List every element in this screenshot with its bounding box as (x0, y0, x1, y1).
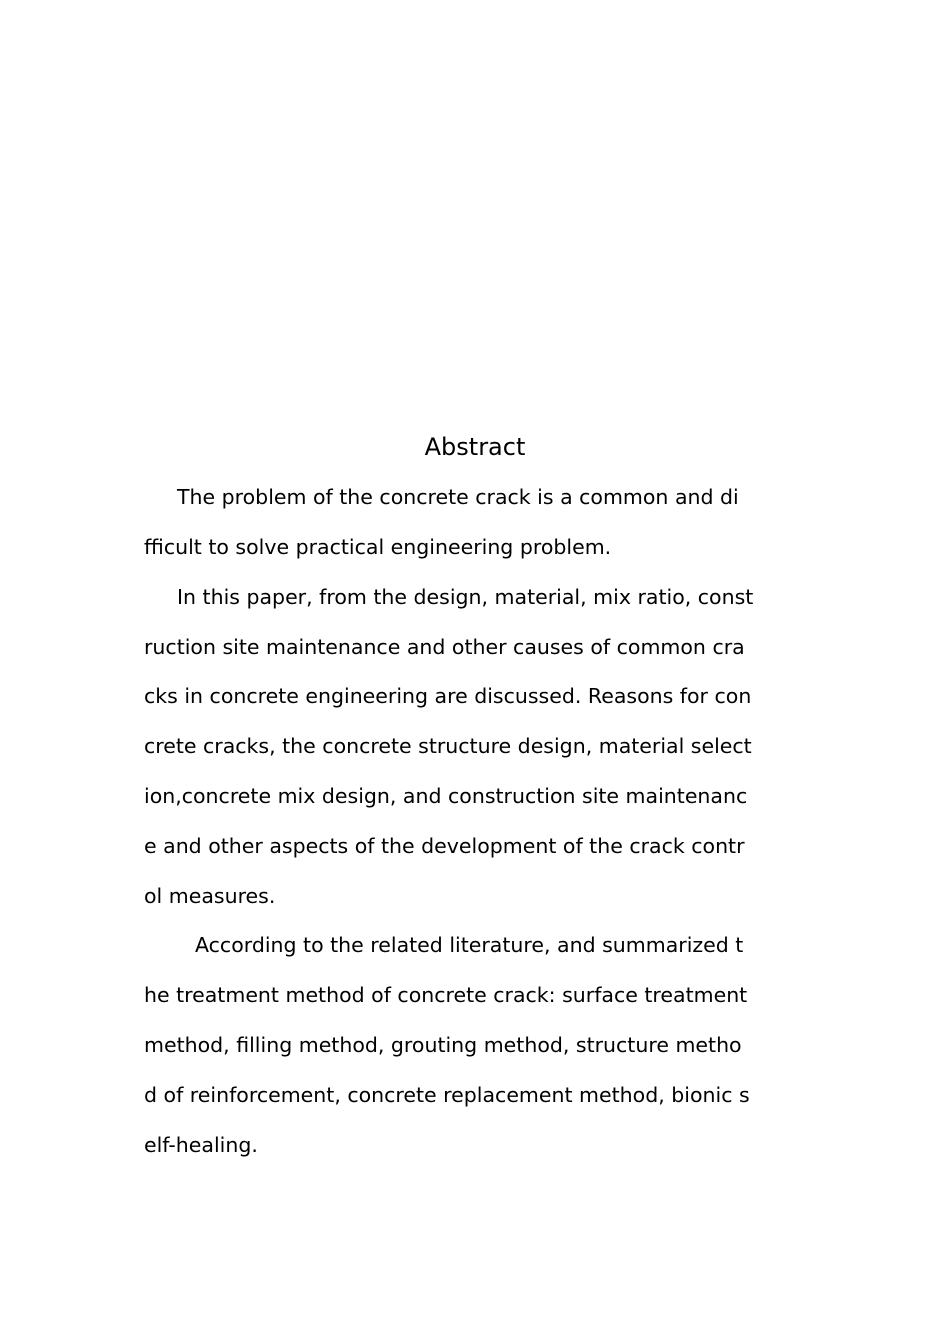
paragraph-2-line-2: ruction site maintenance and other causes of common cra (144, 635, 745, 659)
paragraph-1-line-1: The problem of the concrete crack is a common and di (177, 485, 739, 509)
paragraph-1-line-2: fficult to solve practical engineering problem. (144, 535, 612, 559)
paragraph-2-line-7: ol measures. (144, 884, 276, 908)
paragraph-3-line-2: he treatment method of concrete crack: surface treatment (144, 983, 748, 1007)
paragraph-3-line-4: d of reinforcement, concrete replacement method, bionic s (144, 1083, 750, 1107)
paragraph-2-line-6: e and other aspects of the development of the crack contr (144, 834, 745, 858)
paragraph-3-line-1: According to the related literature, and summarized t (195, 933, 744, 957)
paragraph-2-line-1: In this paper, from the design, material, mix ratio, const (177, 585, 754, 609)
abstract-title: Abstract (424, 433, 526, 461)
paragraph-2-line-5: ion,concrete mix design, and construction site maintenanc (144, 784, 748, 808)
paragraph-3-line-3: method, filling method, grouting method, structure metho (144, 1033, 742, 1057)
paragraph-2-line-3: cks in concrete engineering are discussed. Reasons for con (144, 684, 752, 708)
paragraph-2-line-4: crete cracks, the concrete structure design, material select (144, 734, 752, 758)
paragraph-3-line-5: elf-healing. (144, 1133, 258, 1157)
